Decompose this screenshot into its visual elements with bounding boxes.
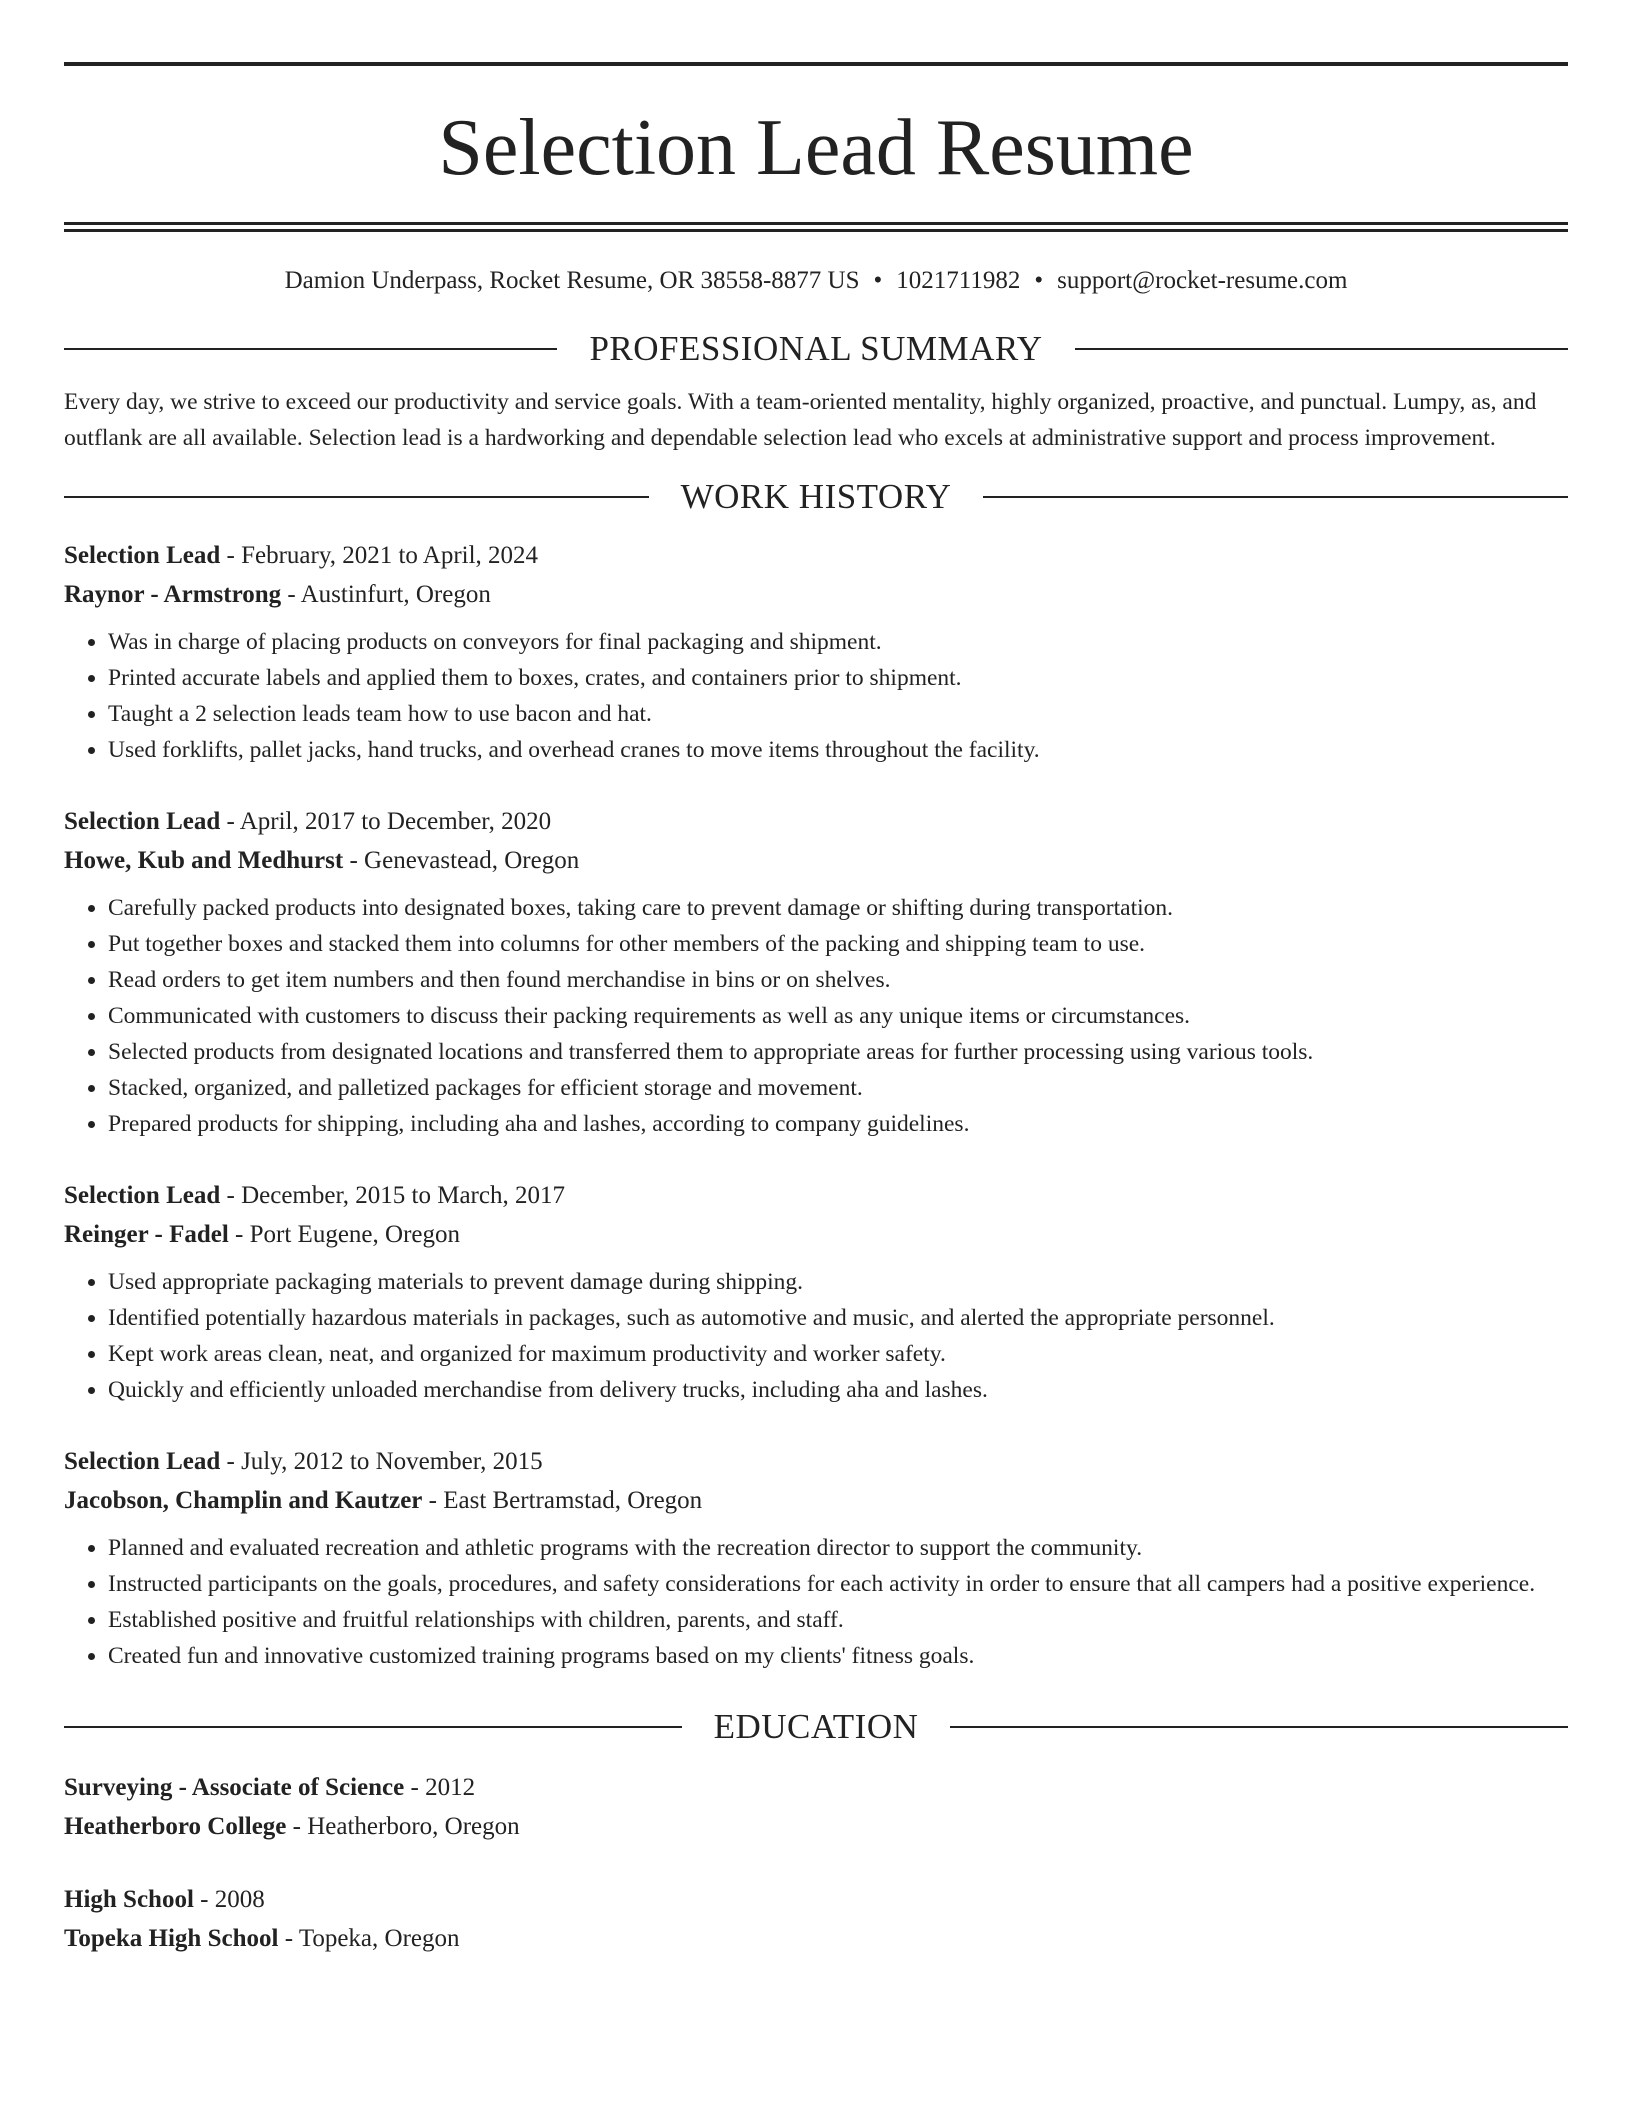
job-bullet: • Established positive and fruitful relationships with children, parents, and staff. [108, 1602, 1568, 1638]
job-title: Selection Lead [64, 808, 221, 835]
education-degree-line: Surveying - Associate of Science - 2012 [64, 1774, 476, 1801]
job-title-line: Selection Lead - February, 2021 to April, 2024 [64, 542, 539, 569]
job-company-line: Raynor - Armstrong - Austinfurt, Oregon [64, 581, 491, 608]
job-bullets [64, 890, 1568, 1142]
education-degree-line: High School - 2008 [64, 1886, 265, 1913]
education-degree: High School [64, 1886, 194, 1913]
job-bullets [64, 624, 1568, 768]
job-bullet: • Was in charge of placing products on conveyors for final packaging and shipment. [108, 624, 1568, 660]
heading-rule-right [1075, 348, 1568, 350]
job-bullets [64, 1530, 1568, 1674]
section-title: PROFESSIONAL SUMMARY [589, 329, 1043, 368]
section-heading-work [64, 476, 1568, 518]
job-bullet: • Taught a 2 selection leads team how to use bacon and hat. [108, 696, 1568, 732]
job-title: Selection Lead [64, 1448, 221, 1475]
section-title: EDUCATION [713, 1707, 919, 1746]
contact-address: Damion Underpass, Rocket Resume, OR 38558-8877 US [284, 267, 860, 294]
section-heading-education [64, 1706, 1568, 1748]
job-title: Selection Lead [64, 1182, 221, 1209]
contact-separator: • [873, 267, 883, 294]
job-entry [64, 1176, 1568, 1408]
job-entry [64, 802, 1568, 1142]
job-bullet: • Used appropriate packaging materials to prevent damage during shipping. [108, 1264, 1568, 1300]
contact-separator: • [1034, 267, 1044, 294]
job-dates: April, 2017 to December, 2020 [239, 808, 552, 835]
job-company-line: Jacobson, Champlin and Kautzer - East Bertramstad, Oregon [64, 1487, 703, 1514]
education-entry [64, 1768, 1568, 1846]
education-location: Topeka, Oregon [298, 1925, 460, 1952]
job-bullet: • Planned and evaluated recreation and athletic programs with the recreation director to support the community. [108, 1530, 1568, 1566]
education-school-line: Heatherboro College - Heatherboro, Oregon [64, 1813, 520, 1840]
top-rule [64, 62, 1568, 66]
job-bullet: • Instructed participants on the goals, procedures, and safety considerations for each activity in order to ensure that all campers had a positive experience. [108, 1566, 1568, 1602]
job-location: Port Eugene, Oregon [249, 1221, 460, 1248]
education-location: Heatherboro, Oregon [307, 1813, 520, 1840]
education-entry [64, 1880, 1568, 1958]
job-bullet: • Used forklifts, pallet jacks, hand trucks, and overhead cranes to move items throughout the facility. [108, 732, 1568, 768]
job-company: Jacobson, Champlin and Kautzer [64, 1487, 423, 1514]
education-school-line: Topeka High School - Topeka, Oregon [64, 1925, 460, 1952]
job-bullet: • Kept work areas clean, neat, and organized for maximum productivity and worker safety. [108, 1336, 1568, 1372]
heading-rule-left [64, 1726, 682, 1728]
job-bullet: • Put together boxes and stacked them into columns for other members of the packing and shipping team to use. [108, 926, 1568, 962]
education-school: Heatherboro College [64, 1813, 287, 1840]
work-history-list [64, 536, 1568, 1674]
job-bullet: • Carefully packed products into designated boxes, taking care to prevent damage or shifting during transportation. [108, 890, 1568, 926]
job-title: Selection Lead [64, 542, 221, 569]
job-entry [64, 1442, 1568, 1674]
job-dates: July, 2012 to November, 2015 [241, 1448, 543, 1475]
education-degree: Surveying - Associate of Science [64, 1774, 405, 1801]
education-list [64, 1768, 1568, 1958]
title-double-rule [64, 222, 1568, 232]
job-bullet: • Printed accurate labels and applied them to boxes, crates, and containers prior to shipment. [108, 660, 1568, 696]
job-title-line: Selection Lead - December, 2015 to March, 2017 [64, 1182, 565, 1209]
job-company: Reinger - Fadel [64, 1221, 229, 1248]
education-year: 2008 [214, 1886, 265, 1913]
page-title: Selection Lead Resume [438, 104, 1194, 192]
job-bullet: • Prepared products for shipping, including aha and lashes, according to company guidelines. [108, 1106, 1568, 1142]
job-dates: February, 2021 to April, 2024 [241, 542, 539, 569]
job-company-line: Reinger - Fadel - Port Eugene, Oregon [64, 1221, 460, 1248]
contact-email: support@rocket-resume.com [1057, 267, 1348, 294]
job-bullet: • Quickly and efficiently unloaded merchandise from delivery trucks, including aha and lashes. [108, 1372, 1568, 1408]
job-location: Austinfurt, Oregon [300, 581, 491, 608]
job-bullet: • Selected products from designated locations and transferred them to appropriate areas for further processing using various tools. [108, 1034, 1568, 1070]
job-company: Raynor - Armstrong [64, 581, 282, 608]
heading-rule-left [64, 348, 557, 350]
summary-text: Every day, we strive to exceed our productivity and service goals. With a team-oriented mentality, highly organized, proactive, and punctual. Lumpy, as, and outflank are all available. Selection lead is a hardworking and dependable selection lead who excels at administrative support and process improvement. [64, 389, 1537, 451]
job-bullet: • Created fun and innovative customized training programs based on my clients' fitness goals. [108, 1638, 1568, 1674]
contact-phone: 1021711982 [896, 267, 1021, 294]
job-location: Genevastead, Oregon [364, 847, 580, 874]
job-bullet: • Identified potentially hazardous materials in packages, such as automotive and music, and alerted the appropriate personnel. [108, 1300, 1568, 1336]
education-year: 2012 [425, 1774, 476, 1801]
job-dates: December, 2015 to March, 2017 [241, 1182, 565, 1209]
job-bullet: • Stacked, organized, and palletized packages for efficient storage and movement. [108, 1070, 1568, 1106]
job-title-line: Selection Lead - July, 2012 to November, 2015 [64, 1448, 543, 1475]
job-company-line: Howe, Kub and Medhurst - Genevastead, Oregon [64, 847, 580, 874]
job-bullet: • Communicated with customers to discuss their packing requirements as well as any unique items or circumstances. [108, 998, 1568, 1034]
heading-rule-right [950, 1726, 1568, 1728]
job-bullets [64, 1264, 1568, 1408]
job-location: East Bertramstad, Oregon [443, 1487, 703, 1514]
heading-rule-left [64, 496, 649, 498]
contact-line [64, 266, 1568, 296]
section-title: WORK HISTORY [680, 477, 952, 516]
job-title-line: Selection Lead - April, 2017 to December, 2020 [64, 808, 552, 835]
education-school: Topeka High School [64, 1925, 279, 1952]
heading-rule-right [983, 496, 1568, 498]
job-bullet: • Read orders to get item numbers and then found merchandise in bins or on shelves. [108, 962, 1568, 998]
job-entry [64, 536, 1568, 768]
job-company: Howe, Kub and Medhurst [64, 847, 344, 874]
section-heading-summary [64, 328, 1568, 370]
